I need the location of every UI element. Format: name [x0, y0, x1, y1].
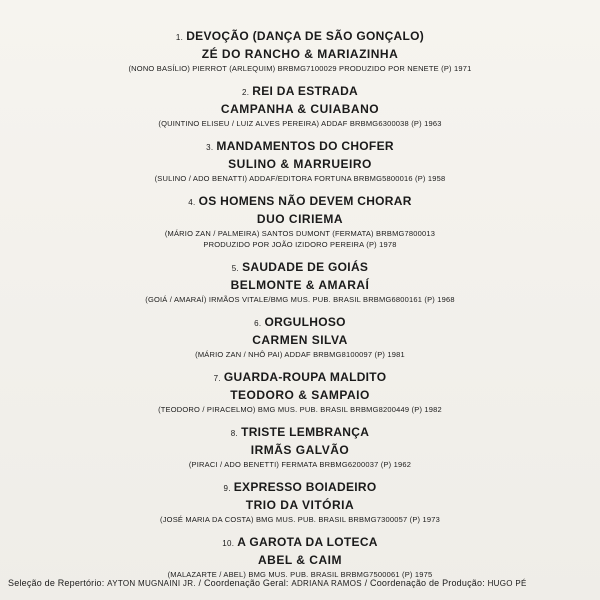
track-credit: (JOSÉ MARIA DA COSTA) BMG MUS. PUB. BRASIL BRBMG7300057 (P) 1973: [160, 515, 440, 524]
track-artist: IRMÃS GALVÃO: [250, 443, 350, 457]
track-credit: (NONO BASÍLIO) PIERROT (ARLEQUIM) BRBMG7100029 PRODUZIDO POR NENETE (P) 1971: [128, 64, 472, 73]
track-title: TRISTE LEMBRANÇA: [241, 425, 370, 439]
track-title-line: [0, 193, 600, 211]
track-artist: SULINO & MARRUEIRO: [228, 157, 372, 171]
track-number: 6.: [254, 319, 262, 328]
track-title: OS HOMENS NÃO DEVEM CHORAR: [198, 194, 412, 208]
track-credit: (GOIÁ / AMARAÍ) IRMÃOS VITALE/BMG MUS. PUB. BRASIL BRBMG6800161 (P) 1968: [145, 295, 455, 304]
track-credit: (TEODORO / PIRACELMO) BMG MUS. PUB. BRASIL BRBMG8200449 (P) 1982: [158, 405, 442, 414]
track-credit: PRODUZIDO POR JOÃO IZIDORO PEREIRA (P) 1978: [203, 240, 397, 249]
track-artist: CAMPANHA & CUIABANO: [220, 102, 380, 116]
repertoire-value: AYTON MUGNAINI JR.: [107, 579, 196, 588]
track-item: [0, 314, 600, 360]
track-number: 7.: [213, 374, 221, 383]
production-coordination-value: HUGO PÉ: [487, 579, 527, 588]
track-number: 1.: [175, 33, 184, 42]
track-credit: (MALAZARTE / ABEL) BMG MUS. PUB. BRASIL BRBMG7500061 (P) 1975: [167, 570, 433, 579]
track-item: [0, 193, 600, 250]
track-artist: CARMEN SILVA: [252, 333, 348, 347]
separator: /: [361, 578, 371, 588]
track-credit: (MÁRIO ZAN / PALMEIRA) SANTOS DUMONT (FERMATA) BRBMG7800013: [164, 229, 436, 238]
track-title-line: [0, 138, 600, 156]
track-title: DEVOÇÃO (DANÇA DE SÃO GONÇALO): [186, 29, 425, 43]
track-title: REI DA ESTRADA: [252, 84, 359, 98]
track-artist: ABEL & CAIM: [258, 553, 342, 567]
production-coordination-label: Coordenação de Produção:: [370, 578, 488, 588]
track-item: [0, 28, 600, 74]
track-artist: TEODORO & SAMPAIO: [230, 388, 370, 402]
repertoire-label: Seleção de Repertório:: [8, 578, 108, 588]
track-title-line: [0, 369, 600, 387]
track-artist: BELMONTE & AMARAÍ: [230, 278, 370, 292]
track-credit: (MÁRIO ZAN / NHÔ PAI) ADDAF BRBMG8100097 (P) 1981: [195, 350, 405, 359]
track-title: GUARDA-ROUPA MALDITO: [223, 370, 387, 384]
track-credit: (PIRACI / ADO BENETTI) FERMATA BRBMG6200037 (P) 1962: [188, 460, 412, 469]
track-title: ORGULHOSO: [264, 315, 346, 329]
track-list: [0, 28, 600, 589]
track-artist: TRIO DA VITÓRIA: [245, 498, 355, 512]
track-title-line: [0, 314, 600, 332]
track-item: [0, 138, 600, 184]
track-title-line: [0, 424, 600, 442]
track-title: EXPRESSO BOIADEIRO: [233, 480, 377, 494]
track-credit: (QUINTINO ELISEU / LUIZ ALVES PEREIRA) ADDAF BRBMG6300038 (P) 1963: [158, 119, 442, 128]
track-item: [0, 83, 600, 129]
track-item: [0, 259, 600, 305]
track-credit: (SULINO / ADO BENATTI) ADDAF/EDITORA FORTUNA BRBMG5800016 (P) 1958: [154, 174, 446, 183]
track-title: A GAROTA DA LOTECA: [237, 535, 378, 549]
track-title-line: [0, 259, 600, 277]
track-title: SAUDADE DE GOIÁS: [242, 260, 369, 274]
track-number: 10.: [222, 539, 235, 548]
track-title-line: [0, 479, 600, 497]
track-artist: ZÉ DO RANCHO & MARIAZINHA: [201, 47, 399, 61]
track-number: 4.: [188, 198, 196, 207]
track-title-line: [0, 83, 600, 101]
track-number: 5.: [231, 264, 240, 273]
general-coordination-value: ADRIANA RAMOS: [291, 579, 362, 588]
track-item: [0, 424, 600, 470]
track-item: [0, 369, 600, 415]
track-title-line: [0, 28, 600, 46]
track-title-line: [0, 534, 600, 552]
track-number: 8.: [230, 429, 239, 438]
track-number: 9.: [223, 484, 231, 493]
credits-footer: [8, 577, 600, 590]
track-item: [0, 479, 600, 525]
separator: /: [195, 578, 204, 588]
track-artist: DUO CIRIEMA: [256, 212, 344, 226]
general-coordination-label: Coordenação Geral:: [203, 578, 292, 588]
track-number: 3.: [206, 143, 214, 152]
track-title: MANDAMENTOS DO CHOFER: [216, 139, 394, 153]
track-item: [0, 534, 600, 580]
track-number: 2.: [241, 88, 250, 97]
